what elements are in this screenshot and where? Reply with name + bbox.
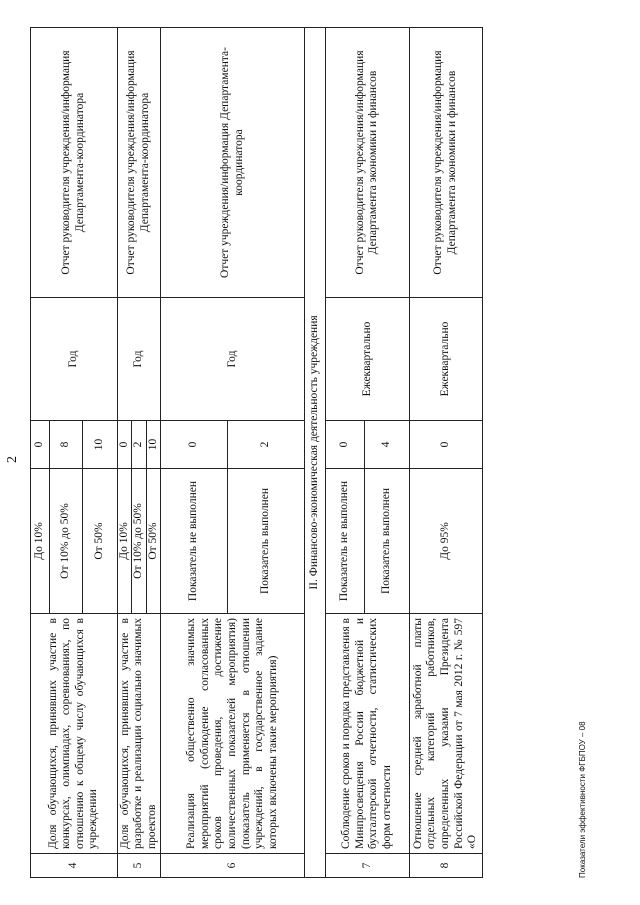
section-heading: II. Финансово-экономическая деятельность учреждения — [305, 28, 326, 878]
points-cell: 2 — [228, 421, 305, 469]
points-cell: 0 — [161, 421, 228, 469]
points-cell: 0 — [31, 421, 50, 469]
points-cell: 8 — [49, 421, 82, 469]
points-cell: 4 — [364, 421, 409, 469]
points-cell: 0 — [409, 421, 482, 469]
row-number: 7 — [325, 854, 409, 878]
indicator-cell: Доля обучающихся, принявших участие в разработке и реализации социально значимых проектов — [117, 614, 161, 854]
source-cell: Отчет руководителя учреждения/информация Департамента-координатора — [117, 28, 161, 298]
source-cell: Отчет учреждения/информация Департамента-координатора — [161, 28, 305, 298]
criteria-cell: До 10% — [117, 469, 132, 614]
row-number: 4 — [31, 854, 118, 878]
period-cell: Год — [161, 298, 305, 421]
table-row — [31, 28, 50, 878]
table-row — [409, 28, 482, 878]
indicator-cell: Реализация общественно значимых мероприятий (соблюдение согласованных сроков проведения, достижение количественных показателей мероприятия) (показатель применяется в отношении учреждений, в государственное задание которых включены такие мероприятия) — [161, 614, 305, 854]
source-cell: Отчет руководителя учреждения/информация Департамента экономики и финансов — [325, 28, 409, 298]
row-number: 6 — [161, 854, 305, 878]
source-cell: Отчет руководителя учреждения/информация Департамента-координатора — [31, 28, 118, 298]
period-cell: Год — [117, 298, 161, 421]
rotated-document-sheet — [5, 28, 610, 878]
source-cell: Отчет руководителя учреждения/информация Департамента экономики и финансов — [409, 28, 482, 298]
table-row — [325, 28, 364, 878]
criteria-cell: Показатель не выполнен — [161, 469, 228, 614]
table-row — [117, 28, 132, 878]
document-footer: Показатели эффективности ФГБПОУ – 08 — [578, 721, 587, 878]
criteria-cell: До 95% — [409, 469, 482, 614]
period-cell: Ежеквартально — [325, 298, 409, 421]
criteria-cell: От 10% до 50% — [49, 469, 82, 614]
criteria-cell: Показатель выполнен — [228, 469, 305, 614]
indicators-table — [30, 27, 483, 878]
points-cell: 10 — [146, 421, 161, 469]
section-heading-row — [305, 28, 326, 878]
points-cell: 0 — [117, 421, 132, 469]
period-cell: Год — [31, 298, 118, 421]
points-cell: 0 — [325, 421, 364, 469]
criteria-cell: До 10% — [31, 469, 50, 614]
indicator-cell: Доля обучающихся, принявших участие в конкурсах, олимпиадах, соревнованиях, по отношению к общему числу обучающихся в учреждении — [31, 614, 118, 854]
points-cell: 10 — [82, 421, 117, 469]
criteria-cell: Показатель выполнен — [364, 469, 409, 614]
points-cell: 2 — [132, 421, 147, 469]
indicator-cell: Соблюдение сроков и порядка представления в Минпросвещения России бюджетной и бухгалтерской отчетности, статистических форм отчетности — [325, 614, 409, 854]
period-cell: Ежеквартально — [409, 298, 482, 421]
table-row — [161, 28, 228, 878]
row-number: 5 — [117, 854, 161, 878]
criteria-cell: От 50% — [82, 469, 117, 614]
indicator-cell: Отношение средней заработной платы отдельных категорий работников, определенных указами Президента Российской Федерации от 7 мая 2012 г. № 597 «О — [409, 614, 482, 854]
row-number: 8 — [409, 854, 482, 878]
criteria-cell: От 50% — [146, 469, 161, 614]
criteria-cell: Показатель не выполнен — [325, 469, 364, 614]
page-number: 2 — [5, 456, 20, 463]
criteria-cell: От 10% до 50% — [132, 469, 147, 614]
